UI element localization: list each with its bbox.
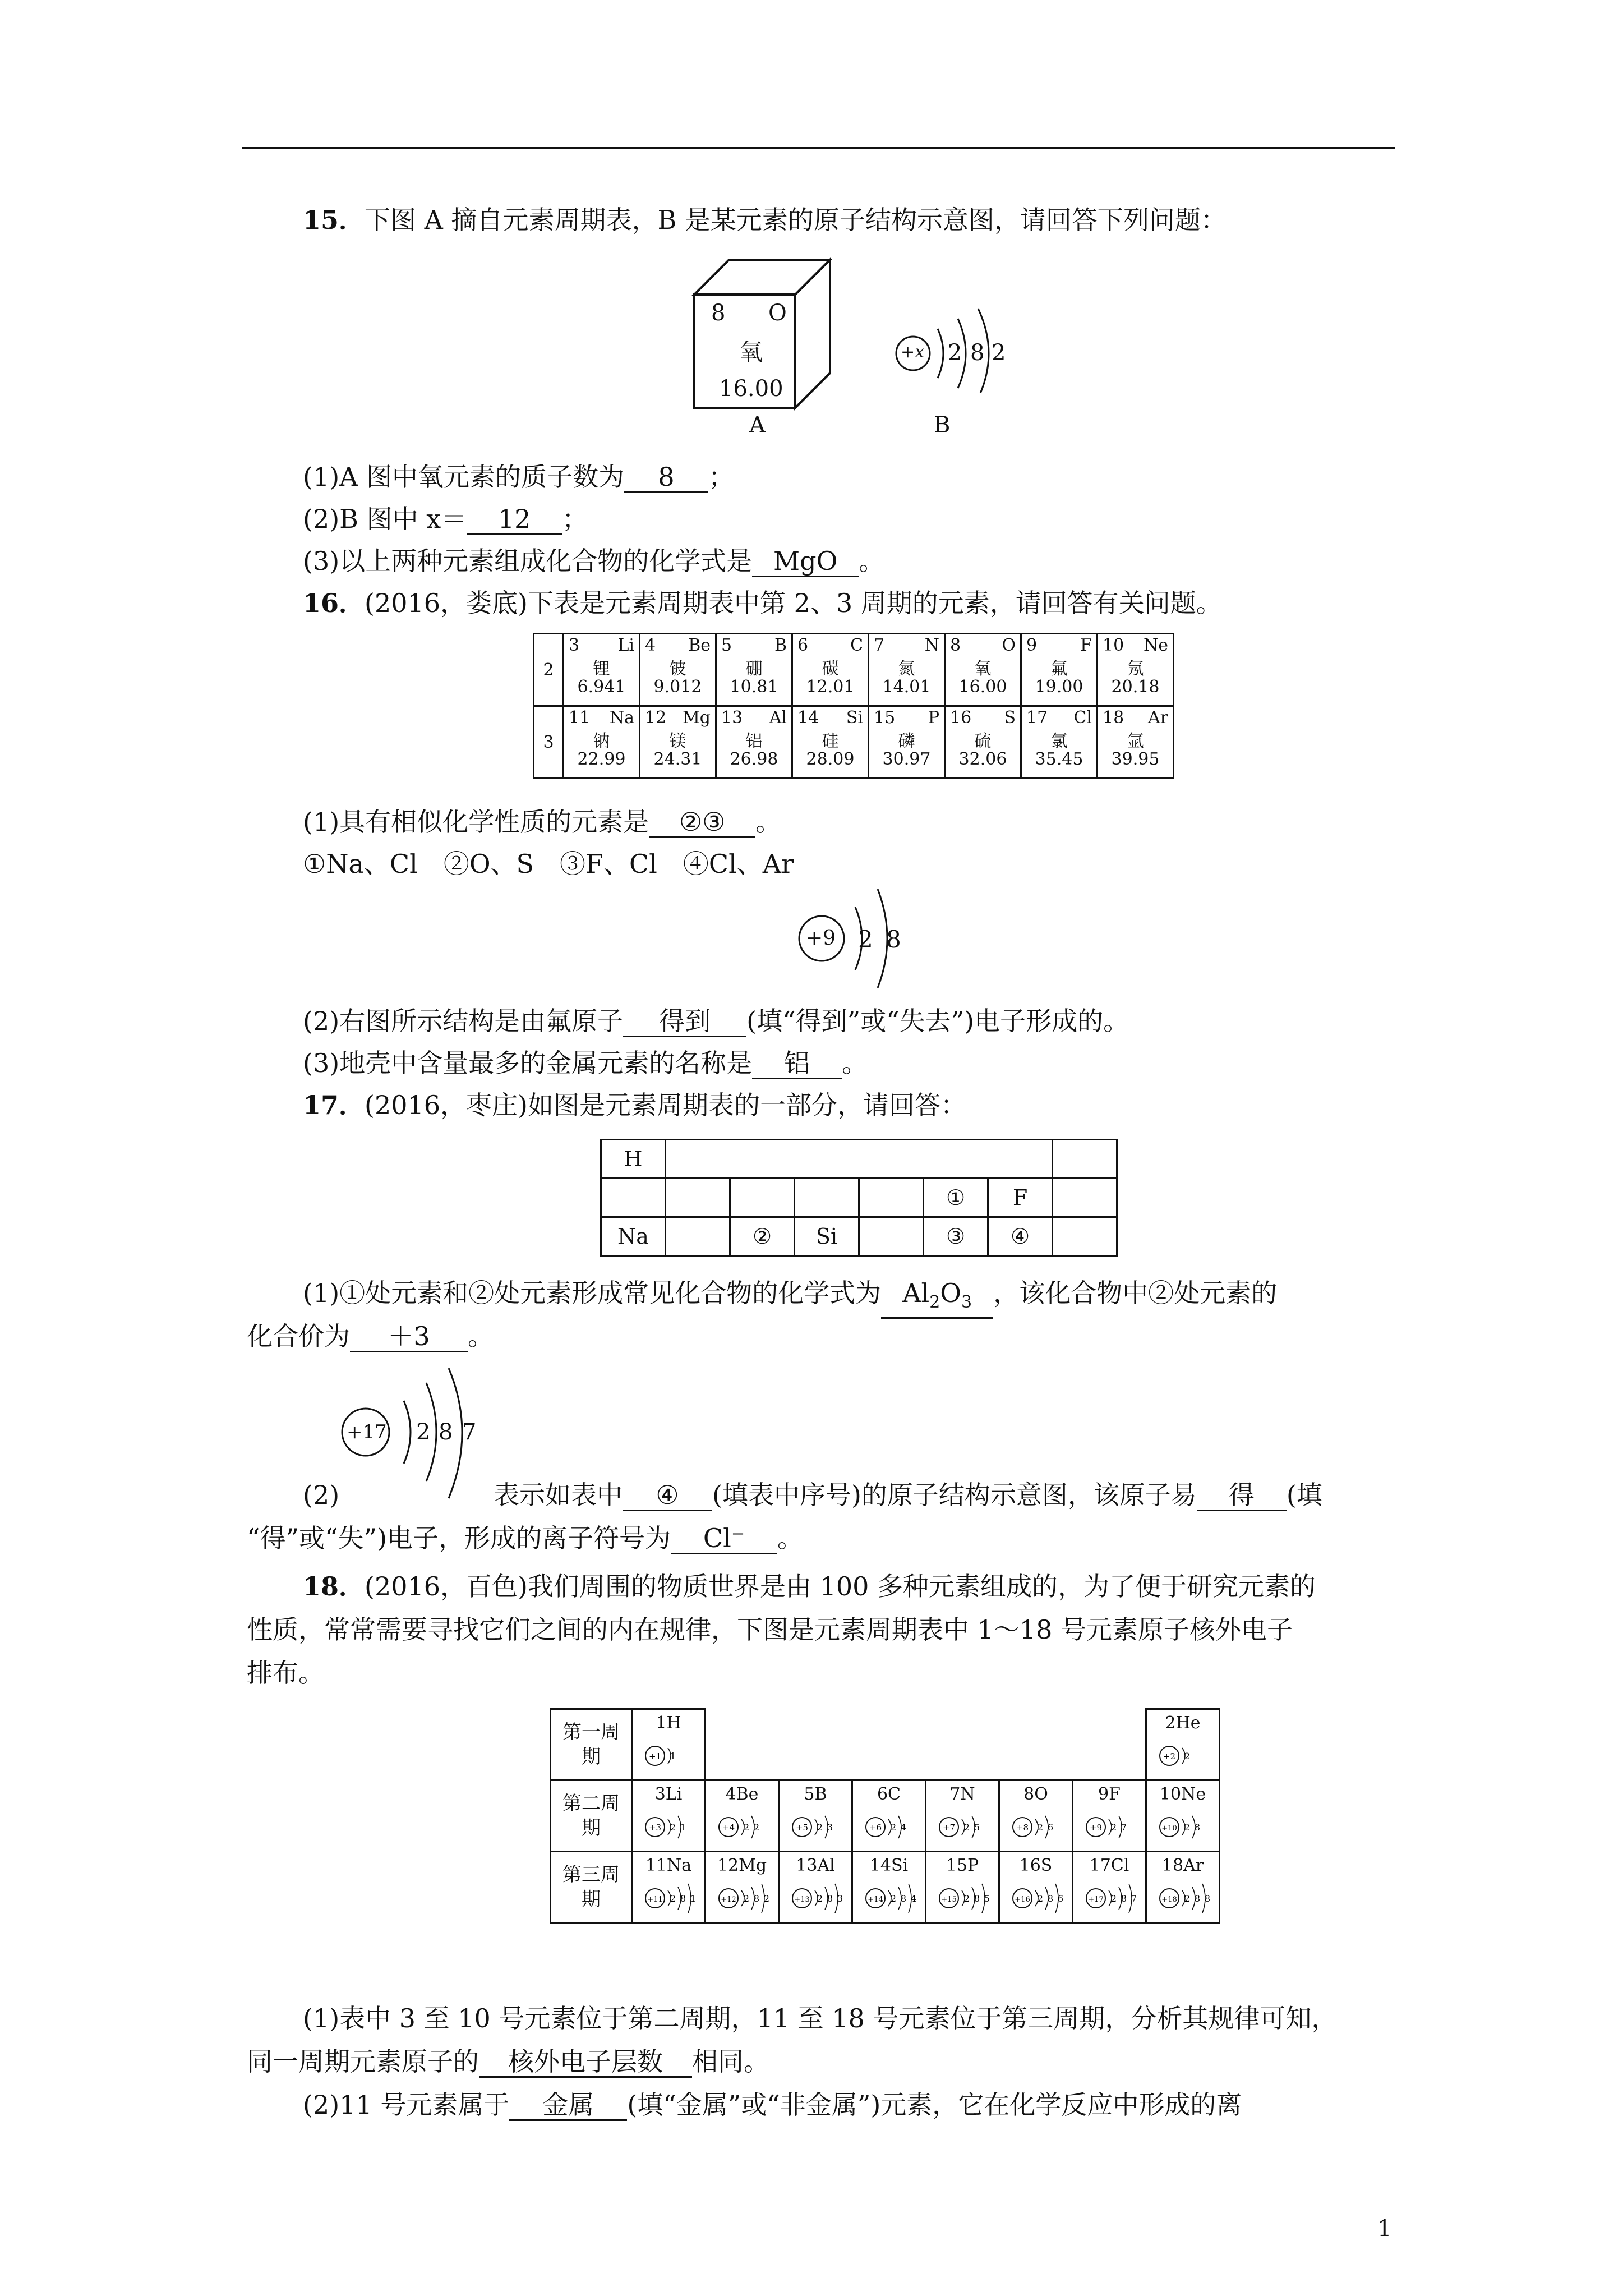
q16-periodic-table xyxy=(533,633,1174,779)
label-b: B xyxy=(934,412,951,438)
shell-electron-count: 6 xyxy=(1047,1822,1054,1833)
grid-cell xyxy=(924,1140,988,1179)
atom-17 xyxy=(1085,1881,1141,1915)
q16-answer-3: 铝 xyxy=(752,1048,842,1079)
element-cell: 16 S 硫 32.06 xyxy=(950,708,1016,769)
q15-stem xyxy=(303,203,1227,237)
nucleus-charge: +14 xyxy=(868,1895,883,1904)
grid-cell: Si xyxy=(795,1217,859,1256)
q16-stem: 16．(2016，娄底)下表是元素周期表中第 2、3 周期的元素，请回答有关问题。 xyxy=(303,588,1222,618)
period-label: 3 xyxy=(534,706,564,779)
cube-symbol: O xyxy=(768,300,787,326)
q17-part-1-cont: 化合价为 ＋3 。 xyxy=(247,1321,494,1351)
shell-electron-count: 1 xyxy=(690,1893,697,1904)
atom-5 xyxy=(791,1810,841,1844)
nucleus-charge: +7 xyxy=(942,1823,956,1833)
element-cell-h: 1H +1 1 xyxy=(632,1709,706,1780)
q18-row-period-3: 第三周期 11Na +11 2 8 1 12Mg +12 2 8 2 13Al +13 2 8 3 14Si +14 2 8 4 15P +15 2 8 5 16S +16 2 8 6 17Cl +17 2 8 7 18Ar +18 2 8 8 xyxy=(551,1852,1220,1923)
grid-cell xyxy=(666,1179,730,1217)
atom-3 xyxy=(644,1810,694,1844)
grid-cell xyxy=(730,1140,795,1179)
element-cell: 4 Be 铍 9.012 xyxy=(645,636,711,697)
nucleus-charge: +3 xyxy=(648,1823,662,1833)
cube-atomic-number: 8 xyxy=(711,300,726,326)
q17-answer-2b: 得 xyxy=(1197,1480,1287,1511)
grid-cell-marker-1: ① xyxy=(924,1179,988,1217)
nucleus-charge: +18 xyxy=(1161,1895,1177,1904)
grid-cell xyxy=(666,1217,730,1256)
q17-grid-row-3 xyxy=(601,1217,1117,1256)
shell-electron-count: 2 xyxy=(890,1893,897,1904)
nucleus-charge: +11 xyxy=(647,1895,663,1904)
period-label: 第三周期 xyxy=(551,1852,632,1923)
q17-answer-2a: ④ xyxy=(623,1480,712,1511)
q16-atom-shell-1: 2 xyxy=(858,926,873,953)
nucleus-charge: +1 xyxy=(648,1751,662,1761)
shell-electron-count: 8 xyxy=(753,1893,760,1904)
shell-electron-count: 2 xyxy=(753,1822,760,1833)
q18-stem-2: 性质，常常需要寻找它们之间的内在规律，下图是元素周期表中 1～18 号元素原子核外电子 xyxy=(247,1614,1293,1645)
shell-electron-count: 6 xyxy=(1057,1893,1064,1904)
grid-cell xyxy=(859,1140,924,1179)
q18-part-1-line-1: (1)表中 3 至 10 号元素位于第二周期，11 至 18 号元素位于第三周期，分析其规律可知， xyxy=(303,2003,1338,2033)
grid-cell: F xyxy=(988,1179,1053,1217)
grid-cell: Na xyxy=(601,1217,666,1256)
grid-cell xyxy=(795,1179,859,1217)
nucleus-charge: +17 xyxy=(1088,1895,1104,1904)
q16-part-3: (3)地壳中含量最多的金属元素的名称是 铝 。 xyxy=(303,1048,868,1078)
element-cell: 13 Al 铝 26.98 xyxy=(721,708,787,769)
q15-part-3: (3)以上两种元素组成化合物的化学式是 MgO 。 xyxy=(303,546,885,576)
shell-electron-count: 2 xyxy=(1110,1893,1117,1904)
q15-part-2: (2)B 图中 x＝ 12 ； xyxy=(303,504,588,534)
element-cell: 7 N 氮 14.01 xyxy=(874,636,939,697)
atom-7 xyxy=(938,1810,988,1844)
nucleus-charge: +8 xyxy=(1016,1823,1029,1833)
q15-part-1: (1)A 图中氧元素的质子数为 8 ； xyxy=(303,462,735,492)
q16-atom-shell-2: 8 xyxy=(886,926,901,953)
atom-13 xyxy=(791,1881,847,1915)
shell-electron-count: 5 xyxy=(984,1893,990,1904)
grid-cell xyxy=(730,1179,795,1217)
grid-cell xyxy=(1053,1217,1117,1256)
q17-part-2-cont: “得”或“失”)电子，形成的离子符号为 Cl⁻ 。 xyxy=(247,1523,804,1553)
element-cell: 5 B 硼 10.81 xyxy=(721,636,787,697)
q17-stem: 17．(2016，枣庄)如图是元素周期表的一部分，请回答： xyxy=(303,1090,966,1120)
nucleus-charge: +10 xyxy=(1161,1824,1177,1833)
shell-electron-count: 2 xyxy=(763,1893,770,1904)
period-label: 2 xyxy=(534,634,564,706)
period-label: 第二周期 xyxy=(551,1780,632,1852)
nucleus-charge: +6 xyxy=(869,1823,882,1833)
header-rule xyxy=(242,147,1395,149)
grid-cell-marker-4: ④ xyxy=(988,1217,1053,1256)
q17-answer-1: $Al_2O_3$ xyxy=(881,1278,993,1319)
period-label: 第一周期 xyxy=(551,1709,632,1780)
cube-mass: 16.00 xyxy=(719,376,783,402)
shell-electron-count: 8 xyxy=(827,1893,833,1904)
grid-cell xyxy=(1053,1140,1117,1179)
shell-electron-count: 2 xyxy=(1184,1751,1191,1761)
atom-10 xyxy=(1158,1810,1209,1844)
nucleus-charge: +5 xyxy=(795,1823,809,1833)
grid-cell: H xyxy=(601,1140,666,1179)
atom-2 xyxy=(1158,1739,1209,1773)
element-cell: 18 Ar 氩 39.95 xyxy=(1103,708,1168,769)
q15-answer-2: 12 xyxy=(467,504,562,535)
q15-answer-1: 8 xyxy=(624,462,708,493)
grid-cell-marker-2: ② xyxy=(730,1217,795,1256)
q17-part-2-label: (2) xyxy=(303,1480,340,1510)
nucleus-charge: +16 xyxy=(1015,1895,1030,1904)
shell-electron-count: 2 xyxy=(1184,1822,1191,1833)
atom-b-nucleus: +x xyxy=(901,342,925,362)
shell-electron-count: 3 xyxy=(837,1893,843,1904)
shell-electron-count: 2 xyxy=(1184,1893,1191,1904)
atom-b-shell-1: 2 xyxy=(948,340,962,366)
page-number: 1 xyxy=(1377,2216,1392,2242)
shell-electron-count: 4 xyxy=(910,1893,917,1904)
q17-answer-valence: ＋3 xyxy=(350,1322,468,1352)
shell-electron-count: 8 xyxy=(1194,1822,1201,1833)
shell-electron-count: 8 xyxy=(680,1893,686,1904)
q15-answer-3: MgO xyxy=(752,546,859,577)
q18-part-1-line-2: 同一周期元素原子的 核外电子层数 相同。 xyxy=(247,2046,769,2077)
shell-electron-count: 2 xyxy=(817,1893,823,1904)
shell-electron-count: 5 xyxy=(974,1822,980,1833)
shell-electron-count: 2 xyxy=(817,1822,823,1833)
nucleus-charge: +12 xyxy=(721,1895,736,1904)
q17-answer-ion: Cl⁻ xyxy=(671,1524,777,1554)
shell-electron-count: 2 xyxy=(1037,1893,1044,1904)
grid-cell xyxy=(988,1140,1053,1179)
grid-cell xyxy=(1053,1179,1117,1217)
grid-cell xyxy=(601,1179,666,1217)
shell-electron-count: 8 xyxy=(900,1893,907,1904)
atom-1 xyxy=(644,1739,694,1773)
atom-b-shell-2: 8 xyxy=(970,340,985,366)
shell-electron-count: 2 xyxy=(670,1893,676,1904)
q18-stem-1: 18．(2016，百色)我们周围的物质世界是由 100 多种元素组成的，为了便于研究元素的 xyxy=(303,1571,1316,1602)
grid-cell xyxy=(859,1179,924,1217)
atom-15 xyxy=(938,1881,994,1915)
q17-periodic-grid xyxy=(600,1139,1118,1257)
nucleus-charge: +13 xyxy=(794,1895,810,1904)
atom-9 xyxy=(1085,1810,1135,1844)
q17-atom-nucleus: +17 xyxy=(347,1421,387,1443)
shell-electron-count: 8 xyxy=(974,1893,980,1904)
q17-part-1: (1)①处元素和②处元素形成常见化合物的化学式为 $Al_2O_3$ ，该化合物中②处元素的 xyxy=(303,1276,1277,1319)
q18-row-period-1 xyxy=(551,1709,1220,1780)
q17-atom-shell-3: 7 xyxy=(462,1419,477,1445)
element-cell: 12 Mg 镁 24.31 xyxy=(645,708,711,769)
q16-part-2: (2)右图所示结构是由氟原子 得到 (填“得到”或“失去”)电子形成的。 xyxy=(303,1006,1129,1036)
shell-electron-count: 8 xyxy=(1204,1893,1211,1904)
grid-cell xyxy=(859,1217,924,1256)
q16-part-1: (1)具有相似化学性质的元素是 ②③ 。 xyxy=(303,807,782,837)
shell-electron-count: 8 xyxy=(1194,1893,1201,1904)
q16-options: ①Na、Cl ②O、S ③F、Cl ④Cl、Ar xyxy=(303,849,794,879)
q15-number: 15． xyxy=(303,205,365,235)
q17-atom-shell-1: 2 xyxy=(416,1419,431,1445)
q16-row-period-3 xyxy=(534,706,1174,779)
nucleus-charge: +4 xyxy=(722,1823,735,1833)
q17-part-2: 表示如表中 ④ (填表中序号)的原子结构示意图，该原子易 得 (填 xyxy=(494,1480,1322,1510)
shell-electron-count: 8 xyxy=(1047,1893,1054,1904)
grid-cell-marker-3: ③ xyxy=(924,1217,988,1256)
element-cell: 11 Na 钠 22.99 xyxy=(569,708,634,769)
q18-part-2: (2)11 号元素属于 金属 (填“金属”或“非金属”)元素，它在化学反应中形成的离 xyxy=(303,2090,1242,2120)
atom-b-shell-3: 2 xyxy=(992,340,1006,366)
shell-electron-count: 2 xyxy=(890,1822,897,1833)
atom-8 xyxy=(1011,1810,1062,1844)
q16-atom-nucleus: +9 xyxy=(806,927,836,950)
nucleus-charge: +2 xyxy=(1163,1751,1176,1761)
atom-11 xyxy=(644,1881,700,1915)
q18-answer-2: 金属 xyxy=(509,2090,627,2121)
element-cell: 3 Li 锂 6.941 xyxy=(569,636,634,697)
grid-cell xyxy=(795,1140,859,1179)
atom-14 xyxy=(864,1881,920,1915)
element-cell: 10 Ne 氖 20.18 xyxy=(1103,636,1168,697)
element-cell: 14 Si 硅 28.09 xyxy=(797,708,863,769)
element-cell: 8 O 氧 16.00 xyxy=(950,636,1016,697)
shell-electron-count: 7 xyxy=(1121,1822,1127,1833)
shell-electron-count: 2 xyxy=(963,1822,970,1833)
atom-4 xyxy=(717,1810,768,1844)
element-cell: 6 C 碳 12.01 xyxy=(797,636,863,697)
q18-row-period-2: 第二周期 3Li +3 2 1 4Be +4 2 2 5B +5 2 3 6C +6 2 4 7N +7 2 5 8O +8 2 6 9F +9 2 7 10Ne +10 2 8 xyxy=(551,1780,1220,1852)
atom-16 xyxy=(1011,1881,1067,1915)
q16-answer-1: ②③ xyxy=(649,807,755,838)
shell-electron-count: 1 xyxy=(670,1751,676,1761)
shell-electron-count: 4 xyxy=(900,1822,907,1833)
shell-electron-count: 8 xyxy=(1121,1893,1127,1904)
shell-electron-count: 2 xyxy=(963,1893,970,1904)
shell-electron-count: 7 xyxy=(1131,1893,1137,1904)
cube-name: 氧 xyxy=(739,338,763,366)
q17-grid-row-2 xyxy=(601,1179,1117,1217)
element-cell: 9 F 氟 19.00 xyxy=(1026,636,1092,697)
element-cell: 15 P 磷 30.97 xyxy=(874,708,939,769)
atom-12 xyxy=(717,1881,773,1915)
shell-electron-count: 2 xyxy=(743,1893,750,1904)
q16-row-period-2 xyxy=(534,634,1174,706)
q18-answer-1: 核外电子层数 xyxy=(479,2047,692,2078)
shell-electron-count: 1 xyxy=(680,1822,686,1833)
grid-cell xyxy=(666,1140,730,1179)
nucleus-charge: +15 xyxy=(941,1895,957,1904)
q16-answer-2: 得到 xyxy=(623,1006,746,1037)
shell-electron-count: 2 xyxy=(743,1822,750,1833)
atom-18 xyxy=(1158,1881,1214,1915)
label-a: A xyxy=(749,412,766,438)
q17-atom-shell-2: 8 xyxy=(439,1419,453,1445)
q18-stem-3: 排布。 xyxy=(247,1658,324,1688)
q17-grid-row-1 xyxy=(601,1140,1117,1179)
atom-6 xyxy=(864,1810,915,1844)
shell-electron-count: 2 xyxy=(1037,1822,1044,1833)
shell-electron-count: 2 xyxy=(1110,1822,1117,1833)
element-cell-he: 2He +2 2 xyxy=(1146,1709,1220,1780)
shell-electron-count: 3 xyxy=(827,1822,833,1833)
shell-electron-count: 2 xyxy=(670,1822,676,1833)
q18-electron-table xyxy=(550,1708,1220,1924)
element-cell: 17 Cl 氯 35.45 xyxy=(1026,708,1092,769)
q15-stem-text: 下图 A 摘自元素周期表，B 是某元素的原子结构示意图，请回答下列问题： xyxy=(365,205,1227,235)
nucleus-charge: +9 xyxy=(1089,1823,1103,1833)
